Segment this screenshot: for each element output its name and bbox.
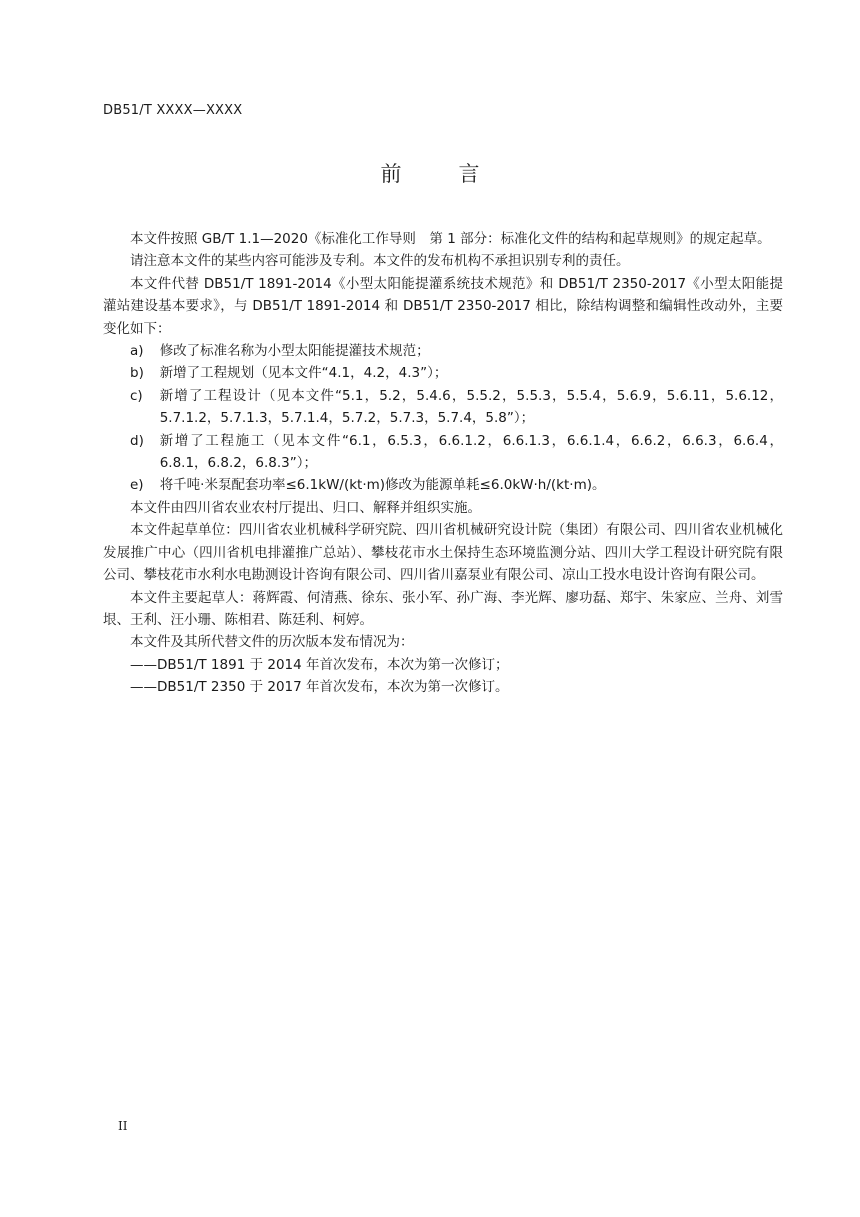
list-text: 新增了工程施工（见本文件“6.1，6.5.3，6.6.1.2，6.6.1.3，6.6.1.4，6.6.2，6.6.3，6.6.4，6.8.1，6.8.2，6.8.3”）； — [159, 432, 783, 472]
paragraph-drafting-basis: 本文件按照 GB/T 1.1—2020《标准化工作导则 第 1 部分：标准化文件的结构和起草规则》的规定起草。 — [130, 231, 771, 247]
paragraph-proposer: 本文件由四川省农业农村厅提出、归口、解释并组织实施。 — [130, 499, 481, 516]
history-item: ——DB51/T 2350 于 2017 年首次发布，本次为第一次修订。 — [130, 679, 509, 696]
list-marker: a) — [130, 343, 144, 360]
page-number: II — [118, 1119, 128, 1133]
list-marker: c) — [130, 387, 143, 404]
list-text: 新增了工程设计（见本文件“5.1，5.2，5.4.6，5.5.2，5.5.3，5.5.4，5.6.9，5.6.11，5.6.12，5.7.1.2，5.7.1.3，5.7.1.4，5.7.2，5.7.3，5.7.4，5.8”）； — [159, 387, 783, 427]
list-item — [103, 474, 783, 496]
list-item — [103, 430, 783, 475]
paragraph-history-intro: 本文件及其所代替文件的历次版本发布情况为： — [130, 634, 414, 651]
history-item: ——DB51/T 1891 于 2014 年首次发布，本次为第一次修订； — [130, 656, 509, 673]
list-text: 将千吨·米泵配套功率≤6.1kW/(kt·m)修改为能源单耗≤6.0kW·h/(kt·m)。 — [159, 477, 606, 494]
document-code: DB51/T XXXX—XXXX — [103, 103, 243, 118]
paragraph-replacement: 本文件代替 DB51/T 1891-2014《小型太阳能提灌系统技术规范》和 DB51/T 2350-2017《小型太阳能提灌站建设基本要求》，与 DB51/T 1891-2014 和 DB51/T 2350-2017 相比，除结构调整和编辑性改动外，主要变化如下： — [103, 275, 783, 337]
list-item — [103, 340, 783, 362]
document-body — [103, 228, 783, 699]
paragraph-drafters: 本文件主要起草人：蒋辉霞、何清燕、徐东、张小军、孙广海、李光辉、廖功磊、郑宇、朱家应、兰舟、刘雪垠、王利、汪小珊、陈相君、陈廷利、柯婷。 — [103, 589, 783, 628]
changes-list — [103, 340, 783, 497]
list-text: 新增了工程规划（见本文件“4.1，4.2，4.3”）； — [159, 365, 448, 382]
page-title: 前 言 — [380, 162, 498, 186]
list-marker: e) — [130, 477, 144, 494]
list-text: 修改了标准名称为小型太阳能提灌技术规范； — [159, 343, 430, 360]
list-item — [103, 362, 783, 384]
paragraph-drafting-units: 本文件起草单位：四川省农业机械科学研究院、四川省机械研究设计院（集团）有限公司、四川省农业机械化发展推广中心（四川省机电排灌推广总站）、攀枝花市水土保持生态环境监测分站、四川大学工程设计研究院有限公司、攀枝花市水利水电勘测设计咨询有限公司、四川省川嘉泵业有限公司、凉山工投水电设计咨询有限公司。 — [103, 522, 783, 584]
paragraph-patent-notice: 请注意本文件的某些内容可能涉及专利。本文件的发布机构不承担识别专利的责任。 — [130, 253, 630, 270]
list-marker: b) — [130, 365, 144, 382]
list-marker: d) — [130, 432, 144, 449]
list-item — [103, 385, 783, 430]
